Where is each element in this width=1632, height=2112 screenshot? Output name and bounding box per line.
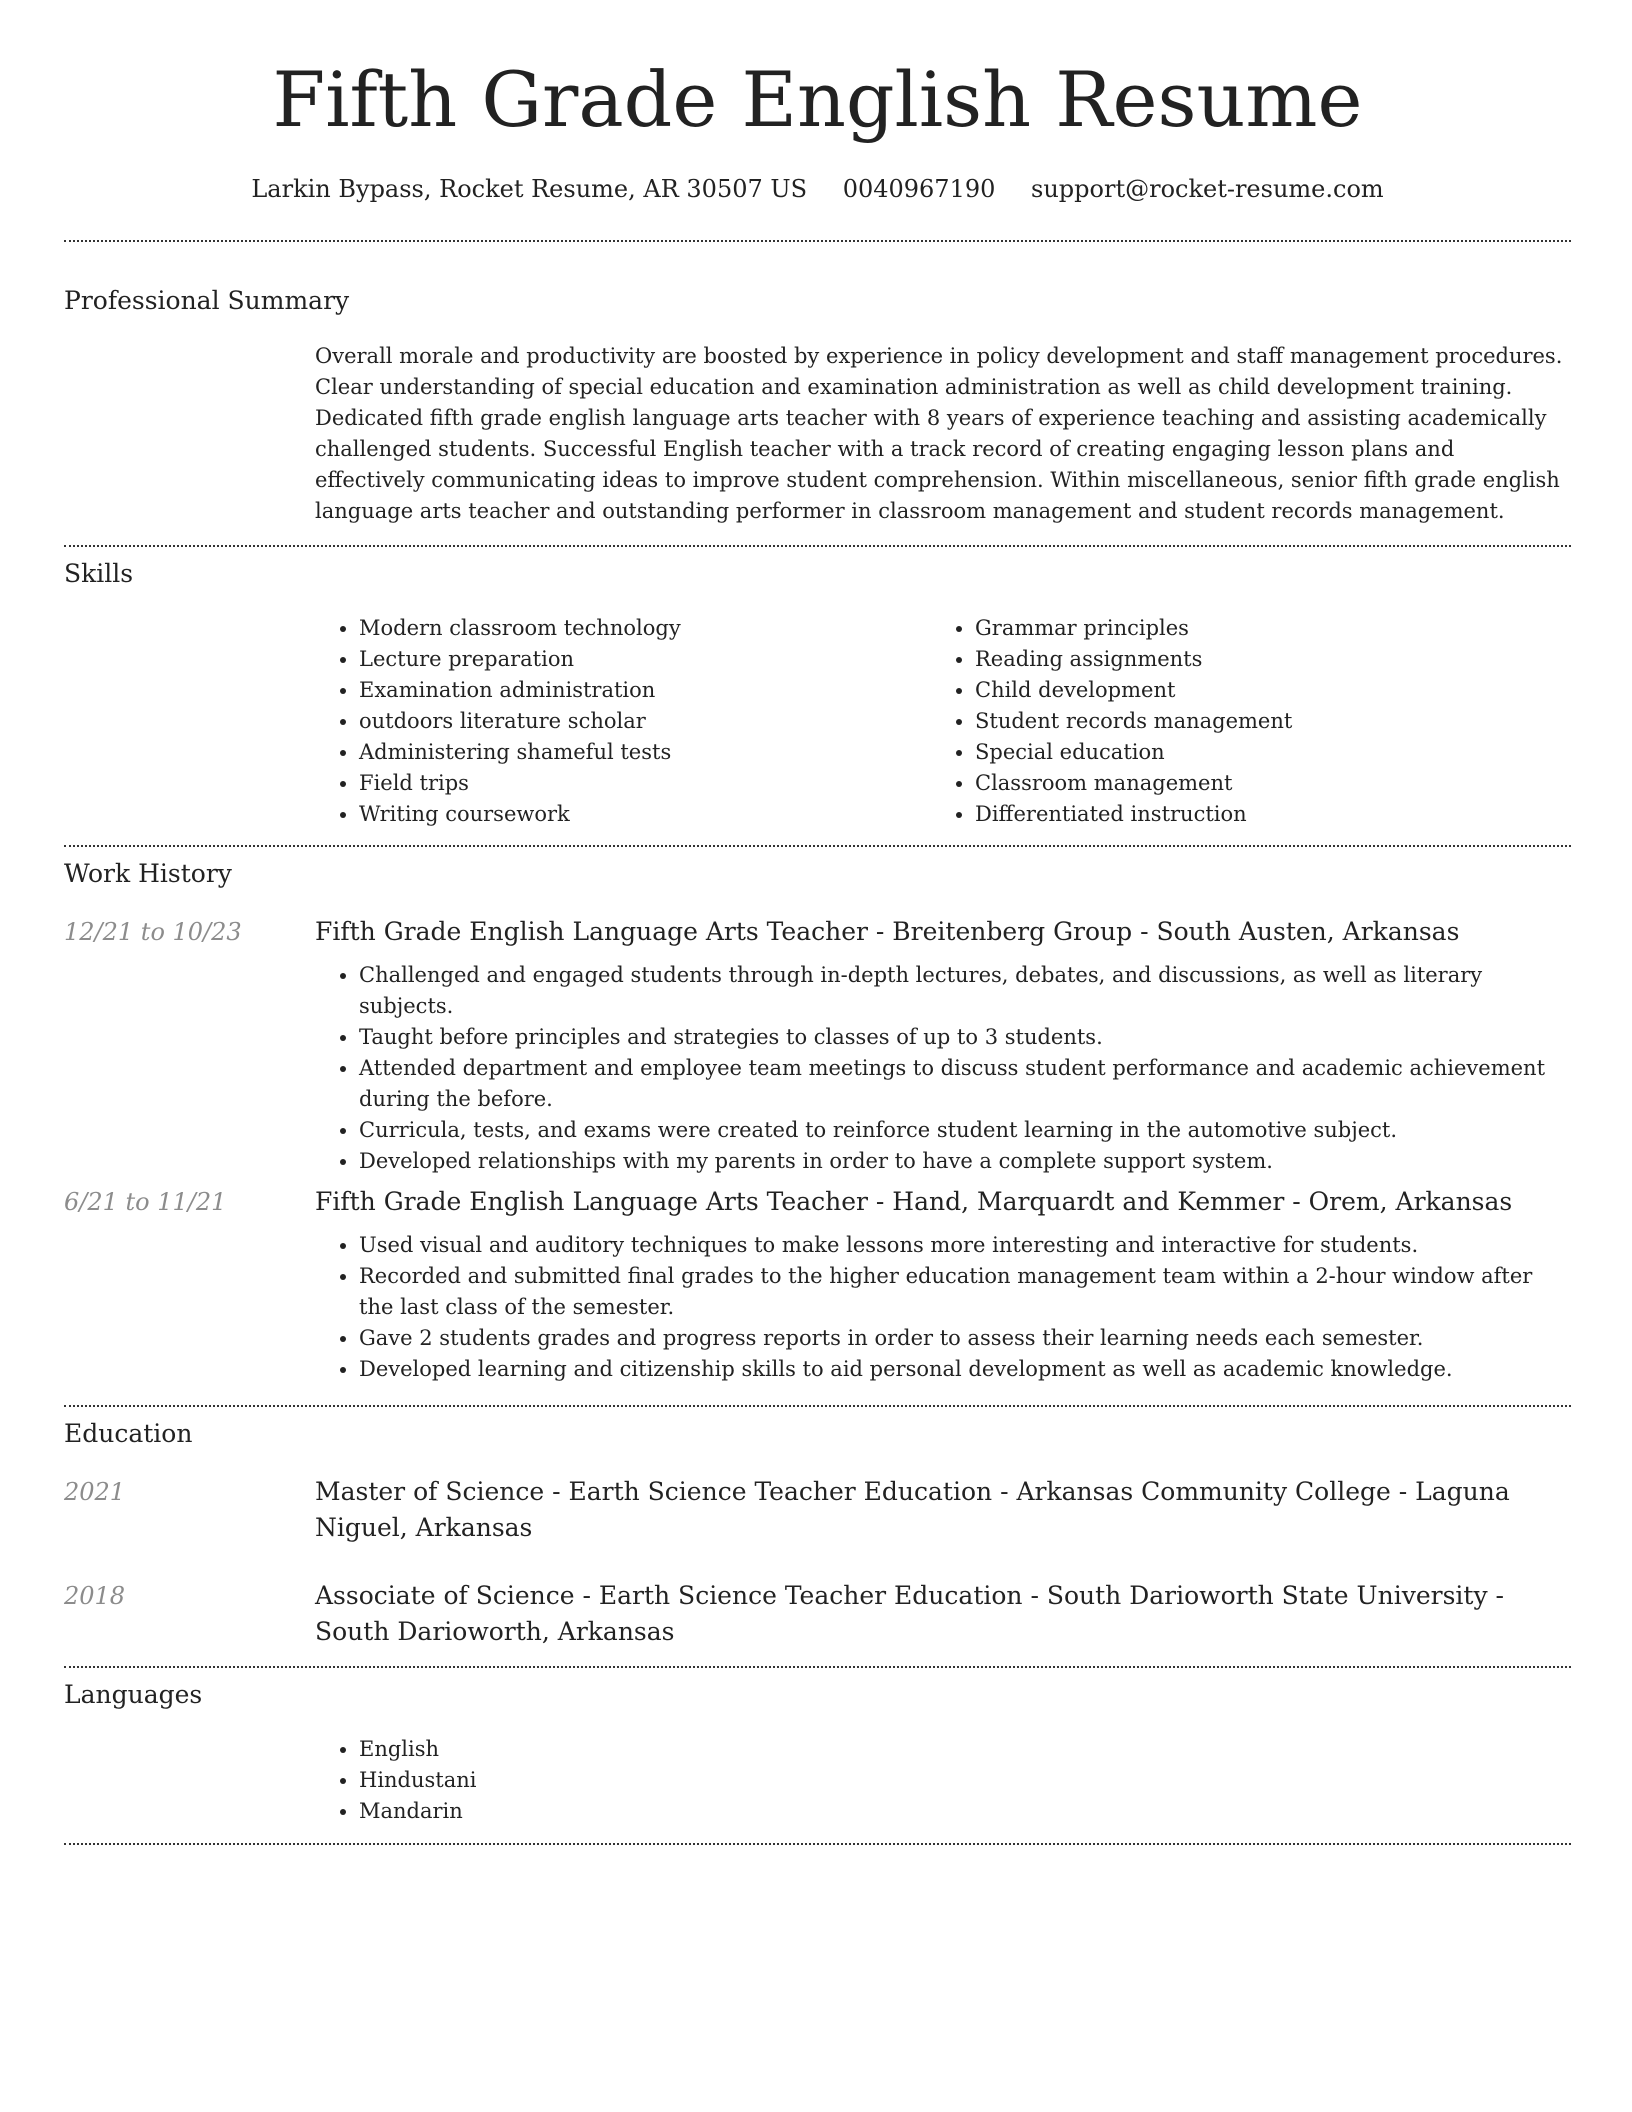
education-degree: Associate of Science - Earth Science Teacher Education [315,1581,1023,1610]
skill-item: • outdoors literature scholar [359,706,931,737]
section-title-skills: Skills [64,559,134,588]
skill-item: • Writing coursework [359,799,931,830]
education-heading [315,1474,1535,1546]
skill-item: • Child development [975,675,1547,706]
job-duty-item: • Taught before principles and strategies to classes of up to 3 students. [359,1022,1571,1053]
section-title-languages: Languages [64,1680,203,1709]
skill-item: • Field trips [359,768,931,799]
job-duties [315,1230,1571,1385]
section-title-education: Education [64,1419,193,1448]
skill-item: • Special education [975,737,1547,768]
divider [64,845,1571,847]
contact-phone: 0040967190 [842,175,996,203]
education-school: - Arkansas Community College - Laguna Niguel, Arkansas [315,1477,1510,1542]
skill-item: • Reading assignments [975,644,1547,675]
contact-email: support@rocket-resume.com [1031,175,1384,203]
education-entry [315,1474,1571,1546]
skills-section [315,613,1571,830]
job-employer: - Breitenberg Group - South Austen, Arkansas [867,917,1460,946]
skill-item: • Differentiated instruction [975,799,1547,830]
education-school: - South Darioworth State University - South Darioworth, Arkansas [315,1581,1504,1646]
job-duty-item: • Used visual and auditory techniques to make lessons more interesting and interactive for students. [359,1230,1571,1261]
resume-title: Fifth Grade English Resume [272,55,1363,144]
summary-text: Overall morale and productivity are boosted by experience in policy development and staff management procedures. Clear understanding of special education and examination administration as well as child development training. Dedicated fifth grade english language arts teacher with 8 years of experience teaching and assisting academically challenged students. Successful English teacher with a track record of creating engaging lesson plans and effectively communicating ideas to improve student comprehension. Within miscellaneous, senior fifth grade english language arts teacher and outstanding performer in classroom management and student records management. [315,344,1563,523]
skill-item: • Classroom management [975,768,1547,799]
job-heading [315,1184,1571,1220]
divider [64,1405,1571,1407]
language-item: • Mandarin [359,1796,1571,1827]
skill-item: • Student records management [975,706,1547,737]
education-year: 2021 [64,1478,126,1506]
job-duty-item: • Attended department and employee team meetings to discuss student performance and academic achievement during the before. [359,1053,1571,1115]
education-heading [315,1578,1535,1650]
job-duty-item: • Challenged and engaged students through in-depth lectures, debates, and discussions, as well as literary subjects. [359,960,1571,1022]
skills-list-right [931,613,1547,830]
divider [64,1666,1571,1668]
job-role: Fifth Grade English Language Arts Teacher [315,1187,868,1216]
divider [64,545,1571,547]
skill-item: • Grammar principles [975,613,1547,644]
section-title-work-history: Work History [64,859,232,888]
languages-section [315,1734,1571,1827]
job-duty-item: • Gave 2 students grades and progress reports in order to assess their learning needs each semester. [359,1323,1571,1354]
job-duty-item: • Curricula, tests, and exams were created to reinforce student learning in the automotive subject. [359,1115,1571,1146]
job-dates: 6/21 to 11/21 [64,1188,227,1216]
job-dates: 12/21 to 10/23 [64,918,242,946]
language-item: • English [359,1734,1571,1765]
job-employer: - Hand, Marquardt and Kemmer - Orem, Arkansas [867,1187,1513,1216]
education-year: 2018 [64,1582,126,1610]
job-entry [315,914,1571,1177]
divider [64,240,1571,242]
education-degree: Master of Science - Earth Science Teacher Education [315,1477,993,1506]
summary-section [315,341,1571,527]
language-item: • Hindustani [359,1765,1571,1796]
skill-item: • Examination administration [359,675,931,706]
skill-item: • Administering shameful tests [359,737,931,768]
divider [64,1843,1571,1845]
job-duty-item: • Recorded and submitted final grades to the higher education management team within a 2-hour window after the last class of the semester. [359,1261,1571,1323]
job-role: Fifth Grade English Language Arts Teacher [315,917,868,946]
skill-item: • Modern classroom technology [359,613,931,644]
education-entry [315,1578,1571,1650]
job-heading [315,914,1571,950]
contact-line [64,170,1571,208]
languages-list [315,1734,1571,1827]
skill-item: • Lecture preparation [359,644,931,675]
skills-list-left [315,613,931,830]
job-duty-item: • Developed relationships with my parents in order to have a complete support system. [359,1146,1571,1177]
job-duty-item: • Developed learning and citizenship skills to aid personal development as well as academic knowledge. [359,1354,1571,1385]
job-duties [315,960,1571,1177]
job-entry [315,1184,1571,1385]
section-title-summary: Professional Summary [64,286,350,315]
contact-address: Larkin Bypass, Rocket Resume, AR 30507 US [251,175,808,203]
